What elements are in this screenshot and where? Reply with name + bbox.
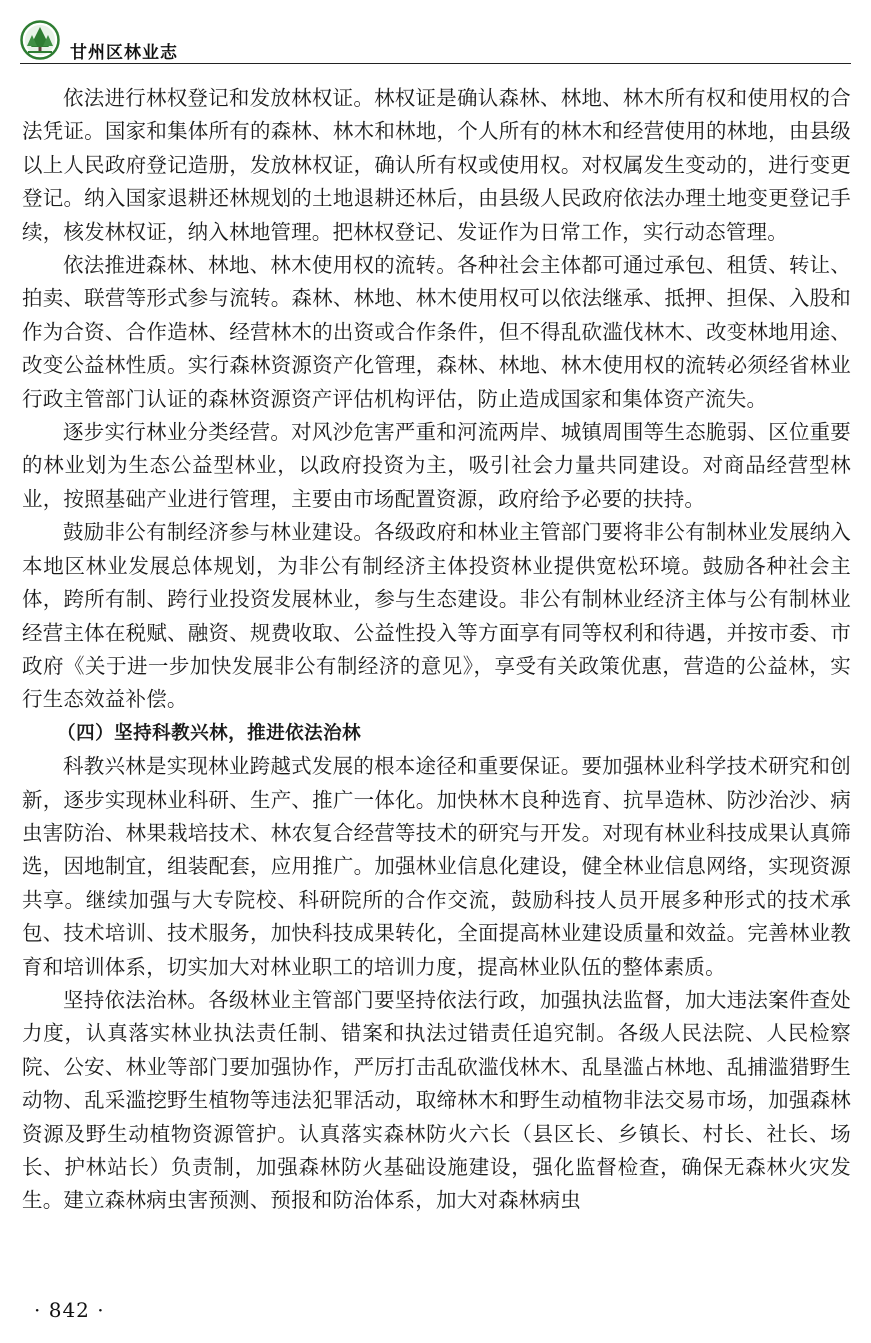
paragraph-forest-rights-registration: 依法进行林权登记和发放林权证。林权证是确认森林、林地、林木所有权和使用权的合法凭证。国家和集体所有的森林、林木和林地，个人所有的林木和经营使用的林地，由县级以上人民政府登记造册，发放林权证，确认所有权或使用权。对权属发生变动的，进行变更登记。纳入国家退耕还林规划的土地退耕还林后，由县级人民政府依法办理土地变更登记手续，核发林权证，纳入林地管理。把林权登记、发证作为日常工作，实行动态管理。 [22,86,851,244]
paragraph-science-education: 科教兴林是实现林业跨越式发展的根本途径和重要保证。要加强林业科学技术研究和创新，逐步实现林业科研、生产、推广一体化。加快林木良种选育、抗旱造林、防沙治沙、病虫害防治、林果栽培技术、林农复合经营等技术的研究与开发。对现有林业科技成果认真筛选，因地制宜，组装配套，应用推广。加强林业信息化建设，健全林业信息网络，实现资源共享。继续加强与大专院校、科研院所的合作交流，鼓励科技人员开展多种形式的技术承包、技术培训、技术服务，加快科技成果转化，全面提高林业建设质量和效益。完善林业教育和培训体系，切实加大对林业职工的培训力度，提高林业队伍的整体素质。 [22,754,851,979]
section-heading: （四）坚持科教兴林，推进依法治林 [57,722,362,744]
paragraph-non-public-economy: 鼓励非公有制经济参与林业建设。各级政府和林业主管部门要将非公有制林业发展纳入本地区林业发展总体规划，为非公有制经济主体投资林业提供宽松环境。鼓励各种社会主体，跨所有制、跨行业投资发展林业，参与生态建设。非公有制林业经济主体与公有制林业经营主体在税赋、融资、规费收取、公益性投入等方面享有同等权利和待遇，并按市委、市政府《关于进一步加快发展非公有制经济的意见》，享受有关政策优惠，营造的公益林，实行生态效益补偿。 [22,520,851,712]
book-title: 甘州区林业志 [70,43,178,63]
header-divider [20,63,851,64]
page-number: · 842 · [34,1298,105,1322]
paragraph-use-rights-transfer: 依法推进森林、林地、林木使用权的流转。各种社会主体都可通过承包、租赁、转让、拍卖、联营等形式参与流转。森林、林地、林木使用权可以依法继承、抵押、担保、入股和作为合资、合作造林、经营林木的出资或合作条件，但不得乱砍滥伐林木、改变林地用途、改变公益林性质。实行森林资源资产化管理，森林、林地、林木使用权的流转必须经省林业行政主管部门认证的森林资源资产评估机构评估，防止造成国家和集体资产流失。 [22,253,851,411]
paragraph-classified-management: 逐步实行林业分类经营。对风沙危害严重和河流两岸、城镇周围等生态脆弱、区位重要的林业划为生态公益型林业，以政府投资为主，吸引社会力量共同建设。对商品经营型林业，按照基础产业进行管理，主要由市场配置资源，政府给予必要的扶持。 [22,420,851,511]
tree-emblem-icon [20,20,60,60]
paragraph-rule-of-law: 坚持依法治林。各级林业主管部门要坚持依法行政，加强执法监督，加大违法案件查处力度，认真落实林业执法责任制、错案和执法过错责任追究制。各级人民法院、人民检察院、公安、林业等部门要加强协作，严厉打击乱砍滥伐林木、乱垦滥占林地、乱捕滥猎野生动物、乱采滥挖野生植物等违法犯罪活动，取缔林木和野生动植物非法交易市场，加强森林资源及野生动植物资源管护。认真落实森林防火六长（县区长、乡镇长、村长、社长、场长、护林站长）负责制，加强森林防火基础设施建设，强化监督检查，确保无森林火灾发生。建立森林病虫害预测、预报和防治体系，加大对森林病虫 [22,987,851,1213]
page-header [20,20,851,64]
page-body [22,82,851,1218]
